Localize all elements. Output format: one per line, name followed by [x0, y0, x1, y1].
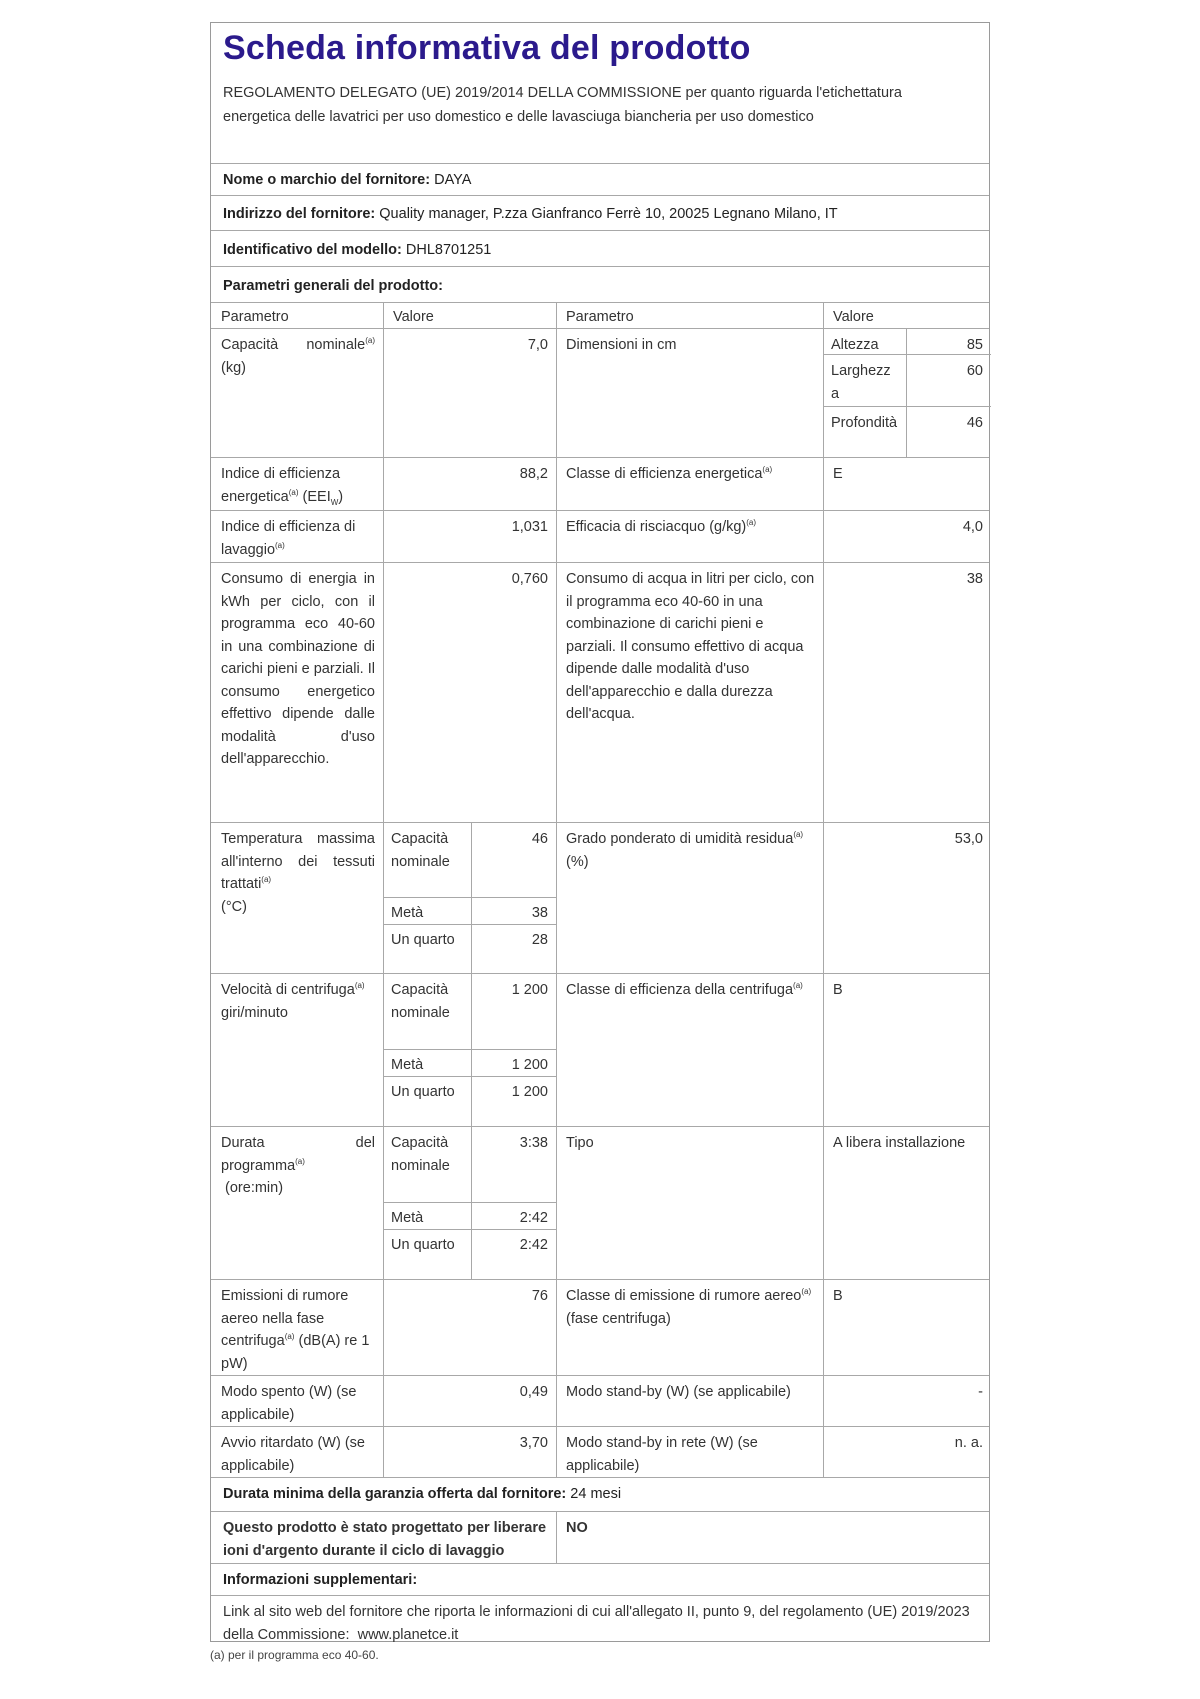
temperature-label: Temperatura massima all'interno dei tessuti trattati$^{(a)}$ (°C) [221, 831, 375, 915]
off-mode-label: Modo spento (W) (se applicabile) [221, 1384, 357, 1423]
warranty-row [223, 1483, 621, 1505]
temp-half-value: 38 [531, 905, 548, 921]
divider [211, 1511, 989, 1512]
spin-full-label: Capacità nominale [391, 982, 450, 1021]
divider [211, 230, 989, 231]
divider [211, 195, 989, 196]
moisture-value: 53,0 [954, 831, 983, 847]
supplier-name-value: DAYA [434, 172, 472, 188]
model-label: Identificativo del modello: [223, 242, 402, 258]
rinse-label: Efficacia di risciacquo $(g/kg)^{(a)}$ [566, 518, 757, 535]
supplier-link-row [213, 1598, 983, 1647]
model-value: DHL8701251 [405, 242, 492, 258]
footnote: (a) per il programma eco 40-60. [210, 1648, 379, 1662]
duration-quarter-label: Un quarto [391, 1237, 455, 1253]
wash-index-value: 1,031 [511, 519, 548, 535]
temp-full-value: 46 [531, 831, 548, 847]
divider [211, 1477, 989, 1478]
spin-quarter-value: 1 200 [511, 1084, 548, 1100]
standby-label: Modo stand-by (W) (se applicabile) [566, 1384, 791, 1400]
network-standby-label: Modo stand-by in rete (W) (se applicabile) [566, 1435, 758, 1474]
wash-index-label: Indice di efficienza di lavaggio$^{(a)}$ [221, 519, 356, 558]
energy-class-value: E [833, 466, 843, 482]
supplier-name-label: Nome o marchio del fornitore: [223, 172, 431, 188]
delay-start-value: 3,70 [519, 1435, 548, 1451]
divider [211, 163, 989, 164]
temp-quarter-value: 28 [531, 932, 548, 948]
duration-half-label: Metà [391, 1210, 424, 1226]
network-standby-value: n. a. [954, 1435, 983, 1451]
energy-class-label: Classe di efficienza energetica$^{(a)}$ [566, 465, 773, 482]
water-consumption-label: Consumo di acqua in litri per ciclo, con il programma eco 40-60 in una combinazione di carichi pieni e parziali. Il consumo effettivo di acqua dipende dalle modalità d'uso dell'apparecchio e dalla durezza dell'acqua. [566, 571, 815, 722]
divider [211, 562, 989, 563]
warranty-value: 24 mesi [570, 1486, 622, 1502]
additional-info-label: Informazioni supplementari: [223, 1572, 418, 1588]
divider [211, 1126, 989, 1127]
width-value: 60 [966, 363, 983, 379]
energy-consumption-value: 0,760 [511, 571, 548, 587]
type-label: Tipo [566, 1135, 594, 1151]
duration-full-label: Capacità nominale [391, 1135, 450, 1174]
width-label: Larghezza [831, 363, 891, 402]
header-valore-2: Valore [833, 309, 874, 325]
duration-full-value: 3:38 [519, 1135, 548, 1151]
noise-value: 76 [531, 1288, 548, 1304]
spin-full-value: 1 200 [511, 982, 548, 998]
height-value: 85 [966, 337, 983, 353]
warranty-label: Durata minima della garanzia offerta dal fornitore: [223, 1486, 567, 1502]
water-consumption-value: 38 [966, 571, 983, 587]
temp-quarter-label: Un quarto [391, 932, 455, 948]
spin-speed-label: Velocità di centrifuga$^{(a)}$ giri/minuto [221, 981, 365, 1021]
divider [211, 822, 989, 823]
divider [383, 897, 556, 898]
spin-half-label: Metà [391, 1057, 424, 1073]
spin-half-value: 1 200 [511, 1057, 548, 1073]
duration-half-value: 2:42 [519, 1210, 548, 1226]
depth-label: Profondità [831, 415, 898, 431]
rinse-value: 4,0 [962, 519, 983, 535]
page-title: Scheda informativa del prodotto [223, 29, 751, 67]
eei-value: 88,2 [519, 466, 548, 482]
divider [211, 973, 989, 974]
standby-value: - [978, 1384, 983, 1400]
divider [211, 266, 989, 267]
model-row [223, 239, 491, 261]
off-mode-value: 0,49 [519, 1384, 548, 1400]
header-parametro: Parametro [221, 309, 289, 325]
supplier-name-row [223, 169, 471, 191]
supplier-address-row [223, 203, 838, 225]
noise-class-label: Classe di emissione di rumore aereo$^{(a)}$ (fase centrifuga) [566, 1287, 812, 1327]
eei-label: Indice di efficienza energetica$^{(a)}$ $(EEI_W)$ [221, 466, 344, 507]
header-valore: Valore [393, 309, 434, 325]
divider [823, 406, 991, 407]
energy-consumption-label: Consumo di energia in kWh per ciclo, con il programma eco 40-60 in una combinazione di carichi pieni e parziali. Il consumo energetico effettivo dipende dalle modalità d'uso dell'apparecchio. [221, 571, 375, 767]
silver-ions-label: Questo prodotto è stato progettato per liberare ioni d'argento durante il ciclo di lavaggio [223, 1520, 547, 1559]
dimensions-label: Dimensioni in cm [566, 337, 677, 353]
divider [211, 1563, 989, 1564]
temp-full-label: Capacità nominale [391, 831, 450, 870]
height-label: Altezza [831, 337, 879, 353]
capacity-label: Capacità nominale$^{(a)}$ (kg) [221, 336, 375, 376]
delay-start-label: Avvio ritardato (W) (se applicabile) [221, 1435, 365, 1474]
divider [211, 510, 989, 511]
regulation-text: REGOLAMENTO DELEGATO (UE) 2019/2014 DELLA COMMISSIONE per quanto riguarda l'etichettatura energetica delle lavatrici per uso domestico e delle lavasciuga biancheria per uso domestico [223, 85, 902, 125]
spin-class-label: Classe di efficienza della centrifuga$^{(a)}$ [566, 981, 803, 998]
spin-class-value: B [833, 982, 843, 998]
divider [211, 457, 989, 458]
supplier-link-text: Link al sito web del fornitore che riporta le informazioni di cui all'allegato II, punto 9, del regolamento (UE) 2019/2023 della Commissione: [223, 1604, 970, 1643]
type-value: A libera installazione [833, 1135, 966, 1151]
duration-quarter-value: 2:42 [519, 1237, 548, 1253]
divider [383, 1049, 556, 1050]
silver-ions-value: NO [566, 1520, 588, 1536]
divider [211, 1426, 989, 1427]
divider [383, 1202, 556, 1203]
divider [211, 1595, 989, 1596]
supplier-website-link[interactable]: www.planetce.it [357, 1627, 459, 1643]
capacity-value: 7,0 [527, 337, 548, 353]
header-parametro-2: Parametro [566, 309, 634, 325]
duration-label: Durata del programma$^{(a)}$ (ore:min) [221, 1135, 375, 1196]
noise-class-value: B [833, 1288, 843, 1304]
supplier-address-label: Indirizzo del fornitore: [223, 206, 376, 222]
supplier-address-value: Quality manager, P.zza Gianfranco Ferrè 10, 20025 Legnano Milano, IT [379, 206, 838, 222]
depth-value: 46 [966, 415, 983, 431]
product-information-sheet [210, 22, 990, 1642]
params-heading: Parametri generali del prodotto: [223, 278, 443, 294]
moisture-label: Grado ponderato di umidità residua$^{(a)}$ (%) [566, 830, 804, 870]
spin-quarter-label: Un quarto [391, 1084, 455, 1100]
noise-label: Emissioni di rumore aereo nella fase centrifuga$^{(a)}$ (dB(A) re 1 pW) [221, 1288, 370, 1372]
divider [211, 1375, 989, 1376]
temp-half-label: Metà [391, 905, 424, 921]
divider [211, 1279, 989, 1280]
